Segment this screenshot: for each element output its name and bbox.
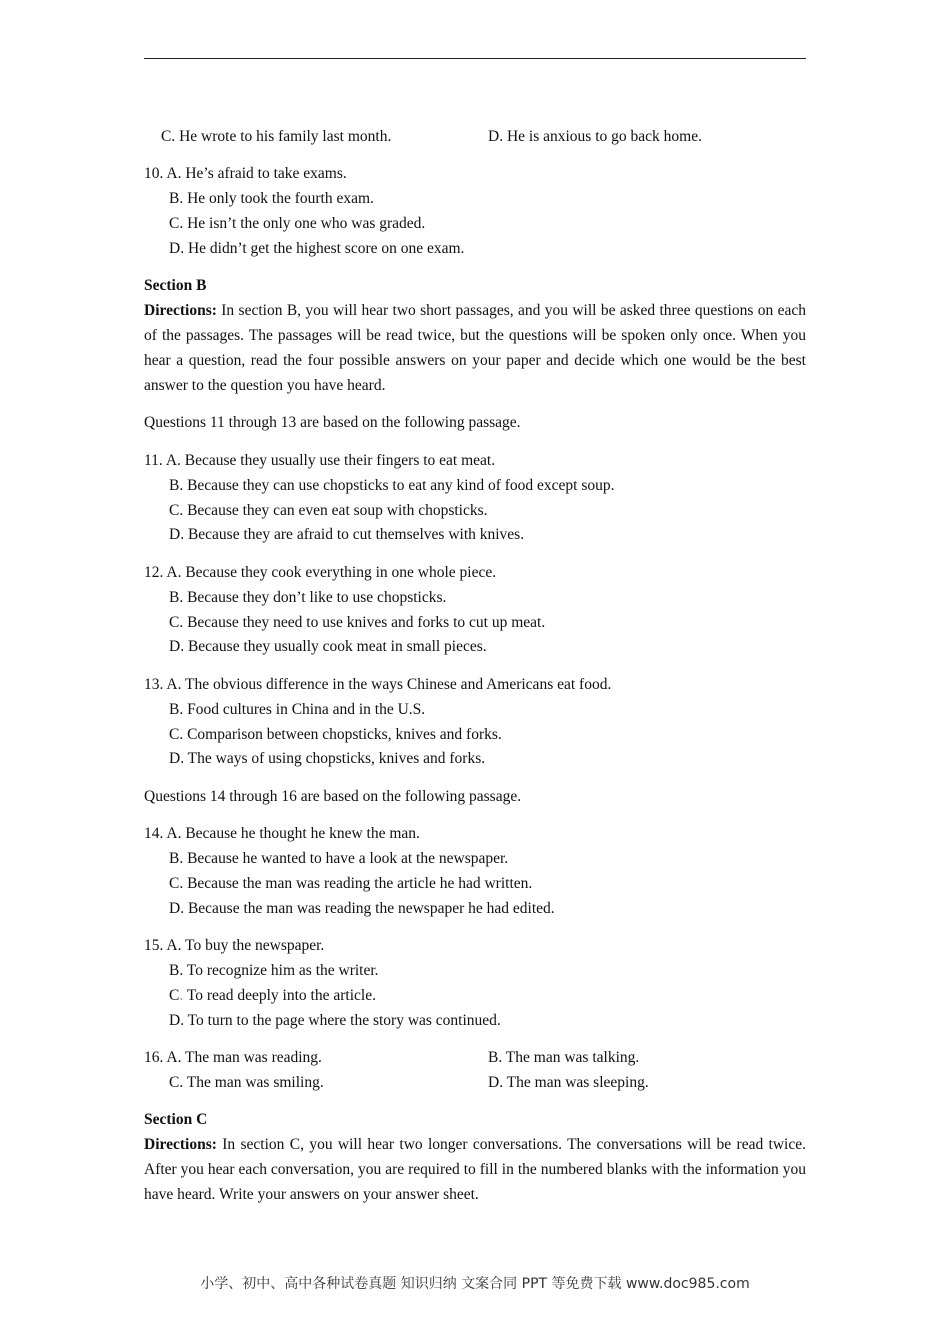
- q12-option-b: B. Because they don’t like to use chopsticks.: [169, 589, 447, 606]
- q14-option-d: D. Because the man was reading the newspaper he had edited.: [169, 900, 555, 917]
- q10-option-a: 10. A. He’s afraid to take exams.: [144, 165, 347, 182]
- q10-option-d: D. He didn’t get the highest score on one exam.: [169, 240, 465, 257]
- q9-option-c: C. He wrote to his family last month.: [161, 128, 392, 145]
- q13-option-d: D. The ways of using chopsticks, knives and forks.: [169, 750, 486, 767]
- q14-option-c: C. Because the man was reading the article he had written.: [169, 875, 533, 892]
- section-b-directions-label: Directions:: [144, 302, 217, 319]
- q16-option-c: C. The man was smiling.: [169, 1074, 324, 1091]
- q14-option-b: B. Because he wanted to have a look at the newspaper.: [169, 850, 509, 867]
- header-rule: [144, 58, 806, 59]
- q16-option-a: 16. A. The man was reading.: [144, 1049, 322, 1066]
- section-c-directions-text: In section C, you will hear two longer conversations. The conversations will be read twice. After you hear each conversation, you are required to fill in the numbered blanks with the information you have heard. Write your answers on your answer sheet.: [144, 1136, 806, 1203]
- passage-intro-2: Questions 14 through 16 are based on the following passage.: [144, 788, 522, 805]
- section-c-title: Section C: [144, 1111, 208, 1128]
- q15-option-b: B. To recognize him as the writer.: [169, 962, 379, 979]
- q15-option-a: 15. A. To buy the newspaper.: [144, 937, 325, 954]
- q14-option-a: 14. A. Because he thought he knew the man.: [144, 825, 420, 842]
- q11-option-c: C. Because they can even eat soup with chopsticks.: [169, 502, 488, 519]
- q13-option-a: 13. A. The obvious difference in the ways Chinese and Americans eat food.: [144, 676, 612, 693]
- section-b-directions-text: In section B, you will hear two short passages, and you will be asked three questions on each of the passages. The passages will be read twice, but the questions will be spoken only once. When you hear a question, read the four possible answers on your paper and decide which one would be the best answer to the question you have heard.: [144, 302, 806, 394]
- q10-option-c: C. He isn’t the only one who was graded.: [169, 215, 426, 232]
- section-c-directions: [144, 1132, 806, 1207]
- q12-option-a: 12. A. Because they cook everything in one whole piece.: [144, 564, 497, 581]
- q11-option-b: B. Because they can use chopsticks to eat any kind of food except soup.: [169, 477, 615, 494]
- q16-option-d: D. The man was sleeping.: [488, 1074, 649, 1091]
- q16-option-b: B. The man was talking.: [488, 1049, 640, 1066]
- passage-intro-1: Questions 11 through 13 are based on the following passage.: [144, 414, 521, 431]
- section-b-title: Section B: [144, 277, 207, 294]
- section-b-directions: [144, 298, 806, 398]
- page-footer: 小学、初中、高中各种试卷真题 知识归纳 文案合同 PPT 等免费下载 www.doc985.com: [200, 1276, 750, 1292]
- q15-option-c-dot: .: [179, 987, 184, 1004]
- q11-option-a: 11. A. Because they usually use their fingers to eat meat.: [144, 452, 496, 469]
- q13-option-c: C. Comparison between chopsticks, knives and forks.: [169, 726, 502, 743]
- q13-option-b: B. Food cultures in China and in the U.S.: [169, 701, 426, 718]
- q10-option-b: B. He only took the fourth exam.: [169, 190, 374, 207]
- q15-option-c-text: To read deeply into the article.: [183, 987, 376, 1004]
- q12-option-c: C. Because they need to use knives and forks to cut up meat.: [169, 614, 546, 631]
- q9-option-d: D. He is anxious to go back home.: [488, 128, 702, 145]
- section-c-directions-label: Directions:: [144, 1136, 217, 1153]
- q15-option-c: [169, 986, 376, 1006]
- q11-option-d: D. Because they are afraid to cut themselves with knives.: [169, 526, 525, 543]
- q15-option-c-letter: C: [169, 987, 180, 1004]
- q15-option-d: D. To turn to the page where the story was continued.: [169, 1012, 501, 1029]
- q12-option-d: D. Because they usually cook meat in small pieces.: [169, 638, 487, 655]
